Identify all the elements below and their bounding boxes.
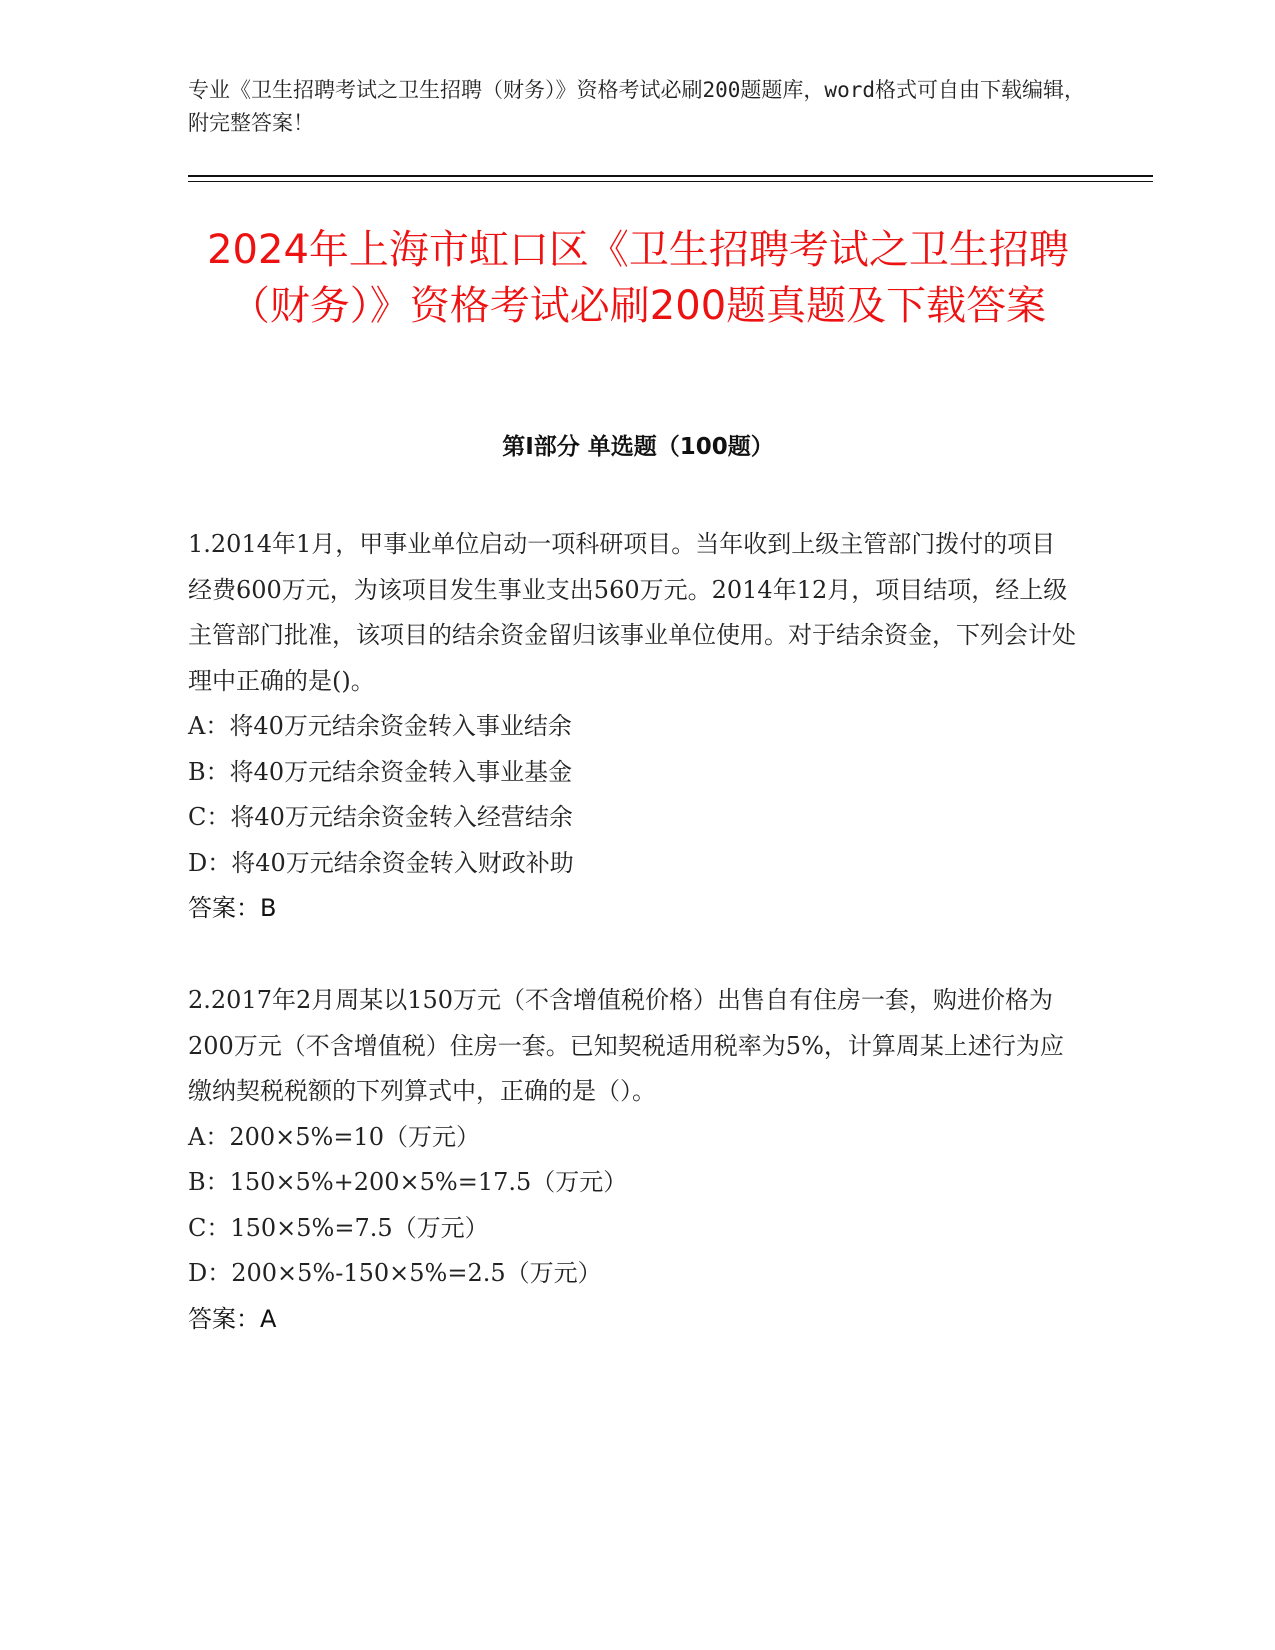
question-2 bbox=[188, 978, 1078, 1342]
question-1 bbox=[188, 522, 1078, 932]
option-b: B：将40万元结余资金转入事业基金 bbox=[188, 757, 573, 786]
option-d: D：将40万元结余资金转入财政补助 bbox=[188, 848, 574, 877]
header-divider-thick bbox=[188, 175, 1153, 177]
option-b: B：150×5%+200×5%=17.5（万元） bbox=[188, 1168, 628, 1196]
question-stem: 1.2014年1月，甲事业单位启动一项科研项目。当年收到上级主管部门拨付的项目经费600万元，为该项目发生事业支出560万元。2014年12月，项目结项，经上级主管部门批准，该项目的结余资金留归该事业单位使用。对于结余资金，下列会计处理中正确的是()。 bbox=[188, 530, 1076, 695]
option-c: C：150×5%=7.5（万元） bbox=[188, 1213, 489, 1242]
section-heading: 第I部分 单选题（100题） bbox=[502, 434, 774, 460]
option-c: C：将40万元结余资金转入经营结余 bbox=[188, 803, 573, 831]
answer-line: 答案：A bbox=[188, 1304, 277, 1333]
option-a: A：200×5%=10（万元） bbox=[188, 1122, 480, 1151]
option-a: A：将40万元结余资金转入事业结余 bbox=[188, 712, 572, 740]
header-divider-thin bbox=[188, 181, 1153, 182]
document-title: 2024年上海市虹口区《卫生招聘考试之卫生招聘（财务）》资格考试必刷200题真题及下载答案 bbox=[207, 227, 1069, 329]
header-note: 专业《卫生招聘考试之卫生招聘（财务）》资格考试必刷200题题库，word格式可自由下载编辑，附完整答案！ bbox=[188, 78, 1085, 135]
answer-line: 答案：B bbox=[188, 894, 277, 922]
option-d: D：200×5%-150×5%=2.5（万元） bbox=[188, 1259, 602, 1287]
question-stem: 2.2017年2月周某以150万元（不含增值税价格）出售自有住房一套，购进价格为200万元（不含增值税）住房一套。已知契税适用税率为5%，计算周某上述行为应缴纳契税税额的下列算式中，正确的是（）。 bbox=[188, 986, 1064, 1105]
